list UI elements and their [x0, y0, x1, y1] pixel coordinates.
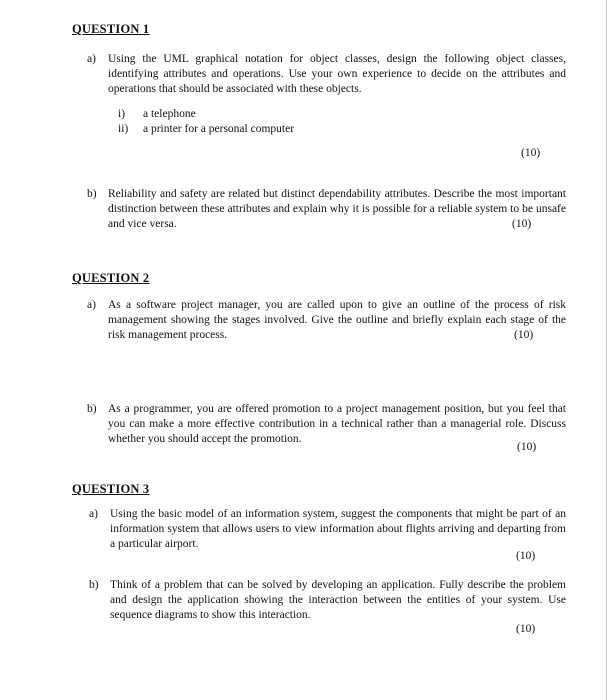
- page-edge-divider: [606, 0, 607, 700]
- question-1a-letter: a): [87, 53, 96, 65]
- question-2b: [87, 402, 566, 448]
- question-2a: [87, 298, 566, 344]
- question-3-heading: QUESTION 3: [72, 482, 150, 496]
- question-1a-item-2-num: ii): [118, 123, 129, 135]
- question-3b-text: Think of a problem that can be solved by developing an application. Fully describe the problem and design the application showing the interaction between the entities of your system. Use sequence diagrams to show this interaction.: [110, 579, 566, 622]
- question-3b-letter: b): [89, 579, 99, 591]
- question-3a-letter: a): [89, 508, 98, 520]
- question-1a-marks: (10): [521, 147, 541, 159]
- question-2b-text: As a programmer, you are offered promotion to a project management position, but you feel that you can make a more effective contribution in a technical rather than a managerial role. Discuss whether you should accept the promotion.: [108, 403, 566, 446]
- question-2b-letter: b): [87, 403, 97, 415]
- question-1b: [87, 187, 566, 233]
- question-2b-marks: (10): [517, 441, 537, 453]
- question-1b-letter: b): [87, 188, 97, 200]
- question-2a-letter: a): [87, 299, 96, 311]
- question-2a-text: As a software project manager, you are called upon to give an outline of the process of risk management showing the stages involved. Give the outline and briefly explain each stage of the risk management process.: [108, 299, 566, 342]
- question-3a: [89, 507, 566, 553]
- question-1a-text: Using the UML graphical notation for object classes, design the following object classes, identifying attributes and operations. Use your own experience to decide on the attributes and operations that should be associated with these objects.: [108, 53, 566, 96]
- question-1b-text: Reliability and safety are related but distinct dependability attributes. Describe the most important distinction between these attributes and explain why it is possible for a reliable system to be unsafe and vice versa.: [108, 188, 566, 231]
- question-1a-item-1-num: i): [118, 108, 126, 120]
- question-3b-marks: (10): [516, 623, 536, 635]
- question-3a-text: Using the basic model of an information system, suggest the components that might be part of an information system that allows users to view information about flights arriving and departing from a particular airport.: [110, 508, 566, 551]
- question-3a-marks: (10): [516, 550, 536, 562]
- question-1-heading: QUESTION 1: [72, 22, 150, 36]
- question-1a: [87, 52, 566, 98]
- question-1a-item-1-text: a telephone: [143, 108, 196, 120]
- question-1b-marks: (10): [512, 218, 532, 230]
- question-3b: [89, 578, 566, 624]
- question-1a-item-2-text: a printer for a personal computer: [143, 123, 295, 135]
- question-2a-marks: (10): [514, 329, 534, 341]
- question-2-heading: QUESTION 2: [72, 271, 150, 285]
